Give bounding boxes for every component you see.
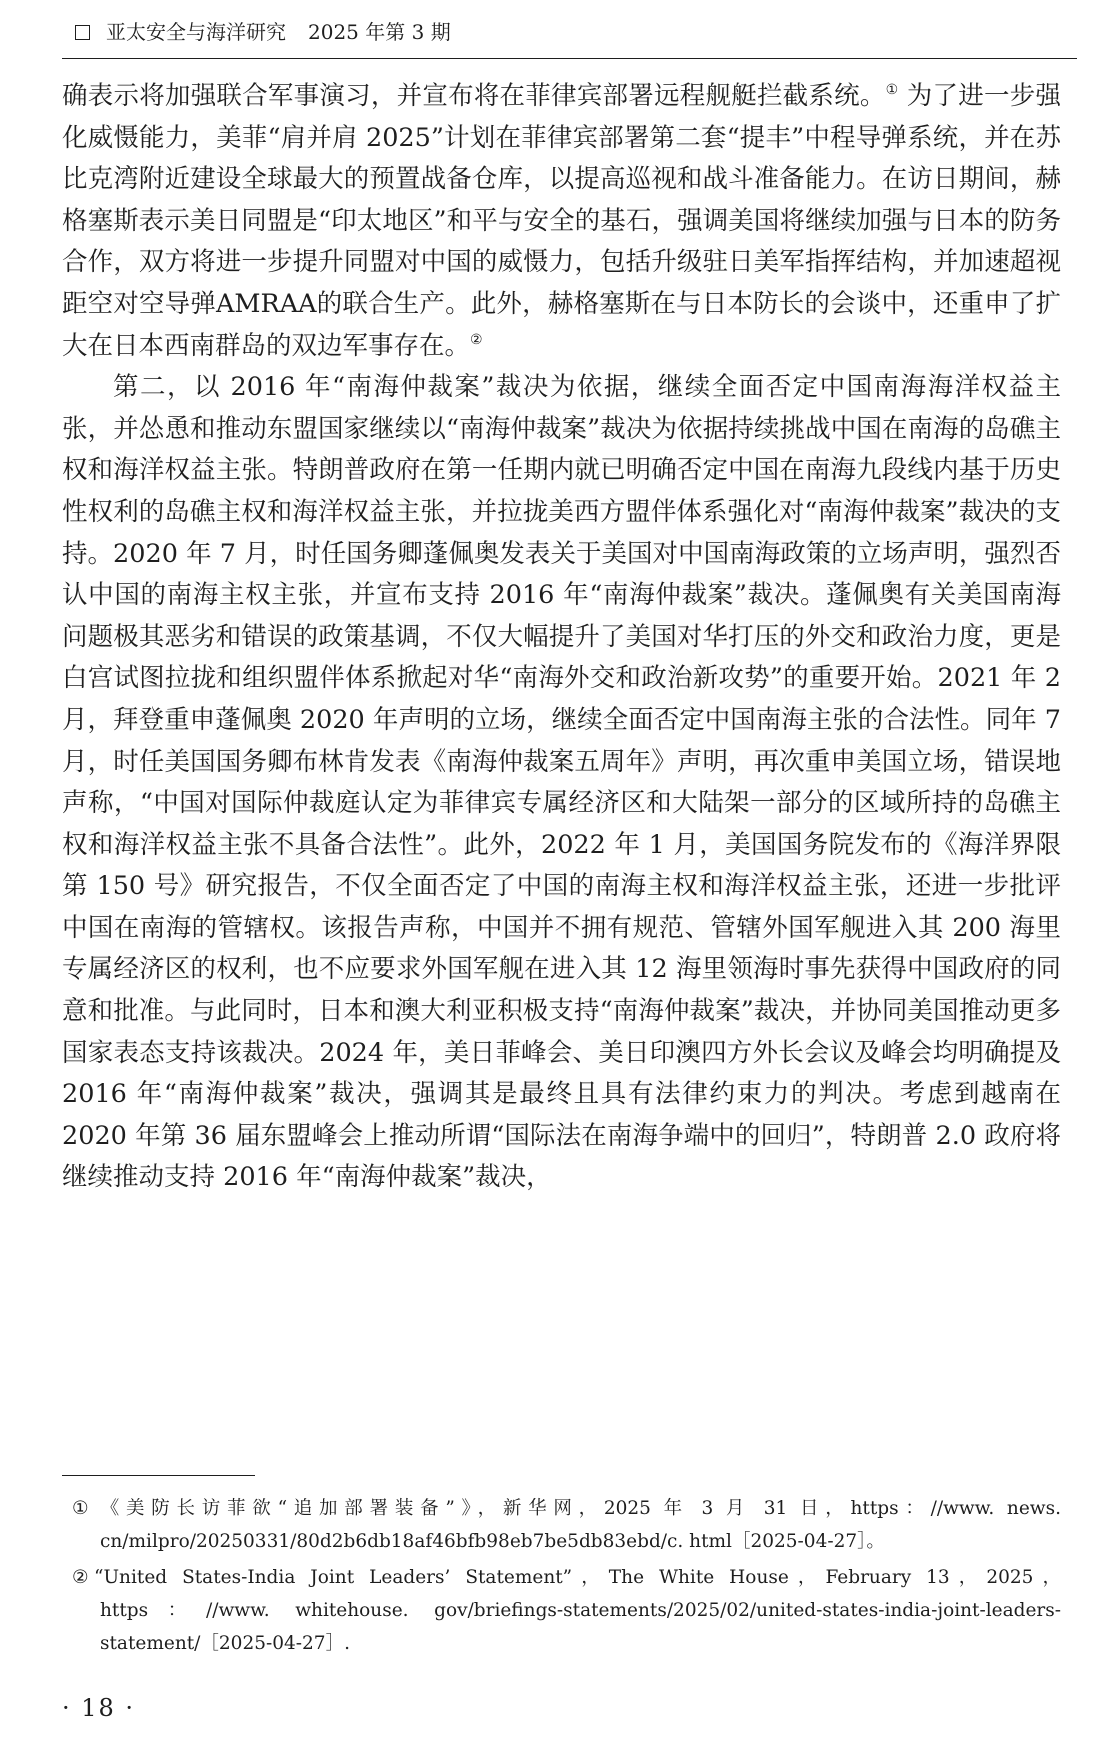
running-header	[75, 14, 1067, 50]
footnote-ref-2[interactable]: ②	[470, 331, 483, 348]
paragraph-continued: 确表示将加强联合军事演习，并宣布将在菲律宾部署远程舰艇拦截系统。① 为了进一步强化威慑能力，美菲“肩并肩 2025”计划在菲律宾部署第二套“提丰”中程导弹系统，并在苏比克湾附近建设全球最大的预置战备仓库，以提高巡视和战斗准备能力。在访日期间，赫格塞斯表示美日同盟是“印太地区”和平与安全的基石，强调美国将继续加强与日本的防务合作，双方将进一步提升同盟对中国的威慑力，包括升级驻日美军指挥结构，并加速超视距空对空导弹AMRAA的联合生产。此外，赫格塞斯在与日本防长的会谈中，还重申了扩大在日本西南群岛的双边军事存在。②	[62, 81, 1061, 361]
page-number: · 18 ·	[62, 1694, 136, 1722]
paragraph-second: 第二，以 2016 年“南海仲裁案”裁决为依据，继续全面否定中国南海海洋权益主张，并怂恿和推动东盟国家继续以“南海仲裁案”裁决为依据持续挑战中国在南海的岛礁主权和海洋权益主张。特朗普政府在第一任期内就已明确否定中国在南海九段线内基于历史性权利的岛礁主权和海洋权益主张，并拉拢美西方盟伴体系强化对“南海仲裁案”裁决的支持。2020 年 7 月，时任国务卿蓬佩奥发表关于美国对中国南海政策的立场声明，强烈否认中国的南海主权主张，并宣布支持 2016 年“南海仲裁案”裁决。蓬佩奥有关美国南海问题极其恶劣和错误的政策基调，不仅大幅提升了美国对华打压的外交和政治力度，更是白宫试图拉拢和组织盟伴体系掀起对华“南海外交和政治新攻势”的重要开始。2021 年 2 月，拜登重申蓬佩奥 2020 年声明的立场，继续全面否定中国南海主张的合法性。同年 7 月，时任美国国务卿布林肯发表《南海仲裁案五周年》声明，再次重申美国立场，错误地声称，“中国对国际仲裁庭认定为菲律宾专属经济区和大陆架一部分的区域所持的岛礁主权和海洋权益主张不具备合法性”。此外，2022 年 1 月，美国国务院发布的《海洋界限第 150 号》研究报告，不仅全面否定了中国的南海主权和海洋权益主张，还进一步批评中国在南海的管辖权。该报告声称，中国并不拥有规范、管辖外国军舰进入其 200 海里专属经济区的权利，也不应要求外国军舰在进入其 12 海里领海时事先获得中国政府的同意和批准。与此同时，日本和澳大利亚积极支持“南海仲裁案”裁决，并协同美国推动更多国家表态支持该裁决。2024 年，美日菲峰会、美日印澳四方外长会议及峰会均明确提及 2016 年“南海仲裁案”裁决，强调其是最终且具有法律约束力的判决。考虑到越南在 2020 年第 36 届东盟峰会上推动所谓“国际法在南海争端中的回归”，特朗普 2.0 政府将继续推动支持 2016 年“南海仲裁案”裁决，	[62, 372, 1061, 1193]
footnote-1	[62, 1492, 1061, 1558]
footnote-ref-1[interactable]: ①	[885, 82, 899, 98]
footnote-mark: ①	[72, 1498, 89, 1519]
issue-number: 2025 年第 3 期	[308, 20, 451, 44]
square-bullet-icon	[75, 25, 90, 40]
footnote-2	[62, 1561, 1061, 1660]
footnote-text: 《美防长访菲欲“追加部署装备”》，新华网，2025 年 3 月 31 日，https：//www. news. cn/milpro/20250331/80d2b6db18af46bfb98eb7be5db83ebd/c. html［2025-04-27］。	[94, 1498, 1061, 1552]
footnote-text: “United States-India Joint Leaders’ Statement”，The White House，February 13，2025，https：//www. whitehouse. gov/briefings-statements/2025/02/united-states-india-joint-leaders-statement/［2025-04-27］.	[94, 1567, 1061, 1654]
article-body	[62, 76, 1061, 1199]
footnotes	[62, 1492, 1061, 1663]
header-rule	[62, 58, 1077, 59]
footnote-rule	[62, 1475, 255, 1476]
journal-title: 亚太安全与海洋研究	[106, 20, 286, 44]
footnote-mark: ②	[72, 1567, 89, 1588]
